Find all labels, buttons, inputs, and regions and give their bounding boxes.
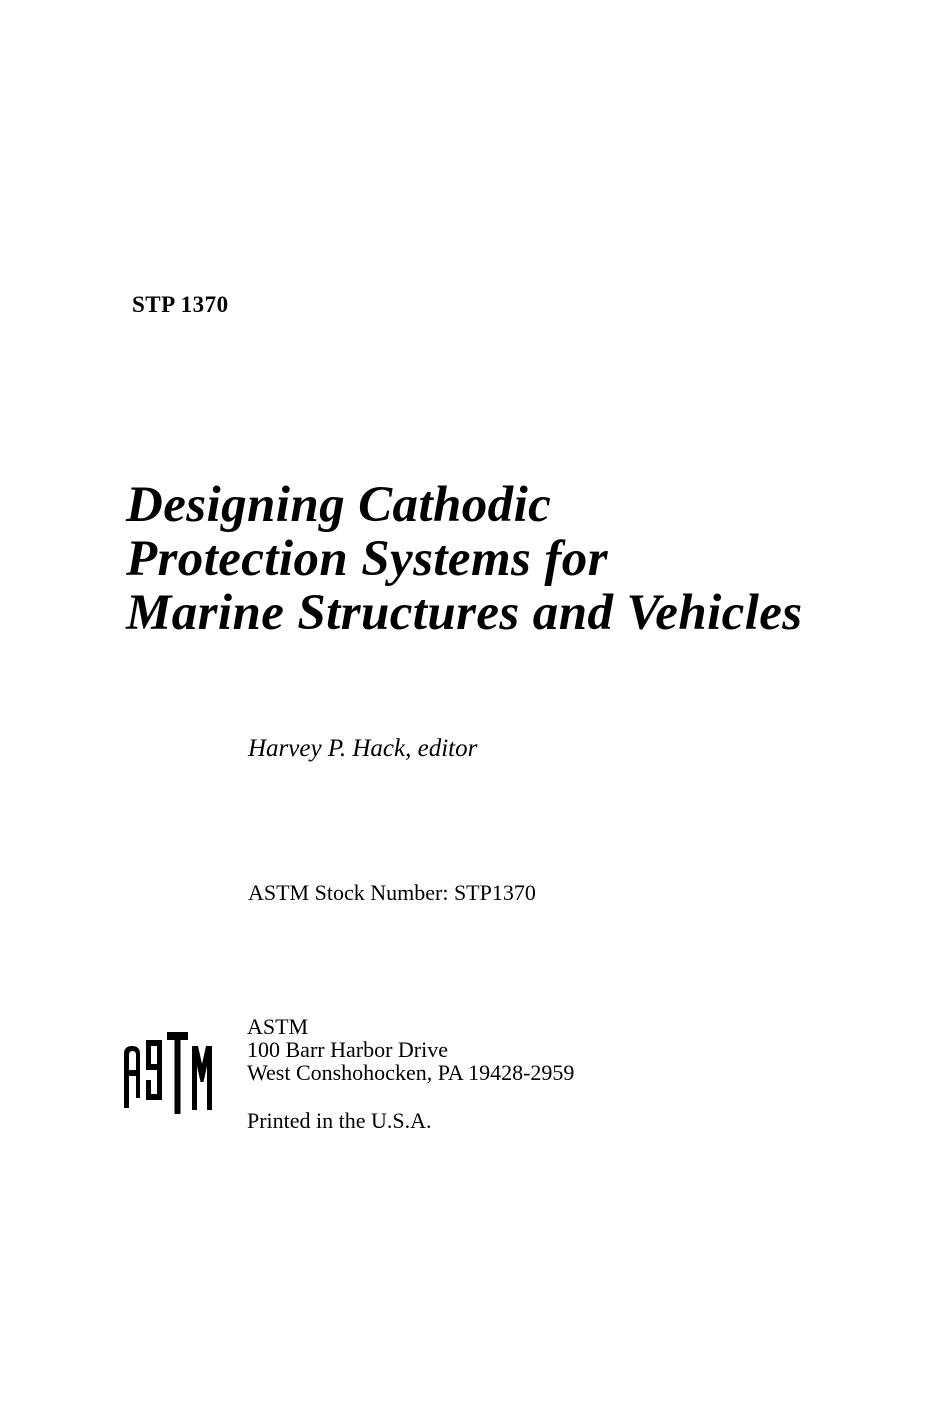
series-number: STP 1370 (132, 292, 229, 317)
stock-number: ASTM Stock Number: STP1370 (248, 880, 536, 905)
book-title (126, 478, 803, 640)
publisher-name: ASTM (247, 1014, 309, 1039)
publisher-street: 100 Barr Harbor Drive (247, 1037, 448, 1062)
publisher-city: West Conshohocken, PA 19428-2959 (247, 1060, 575, 1085)
astm-logo-icon (122, 1020, 214, 1116)
editor-credit: Harvey P. Hack, editor (248, 735, 478, 762)
title-line-3: Marine Structures and Vehicles (126, 585, 803, 641)
title-line-1: Designing Cathodic (126, 477, 552, 533)
printed-notice: Printed in the U.S.A. (247, 1108, 432, 1133)
title-line-2: Protection Systems for (126, 531, 608, 587)
publisher-address (247, 1015, 574, 1084)
